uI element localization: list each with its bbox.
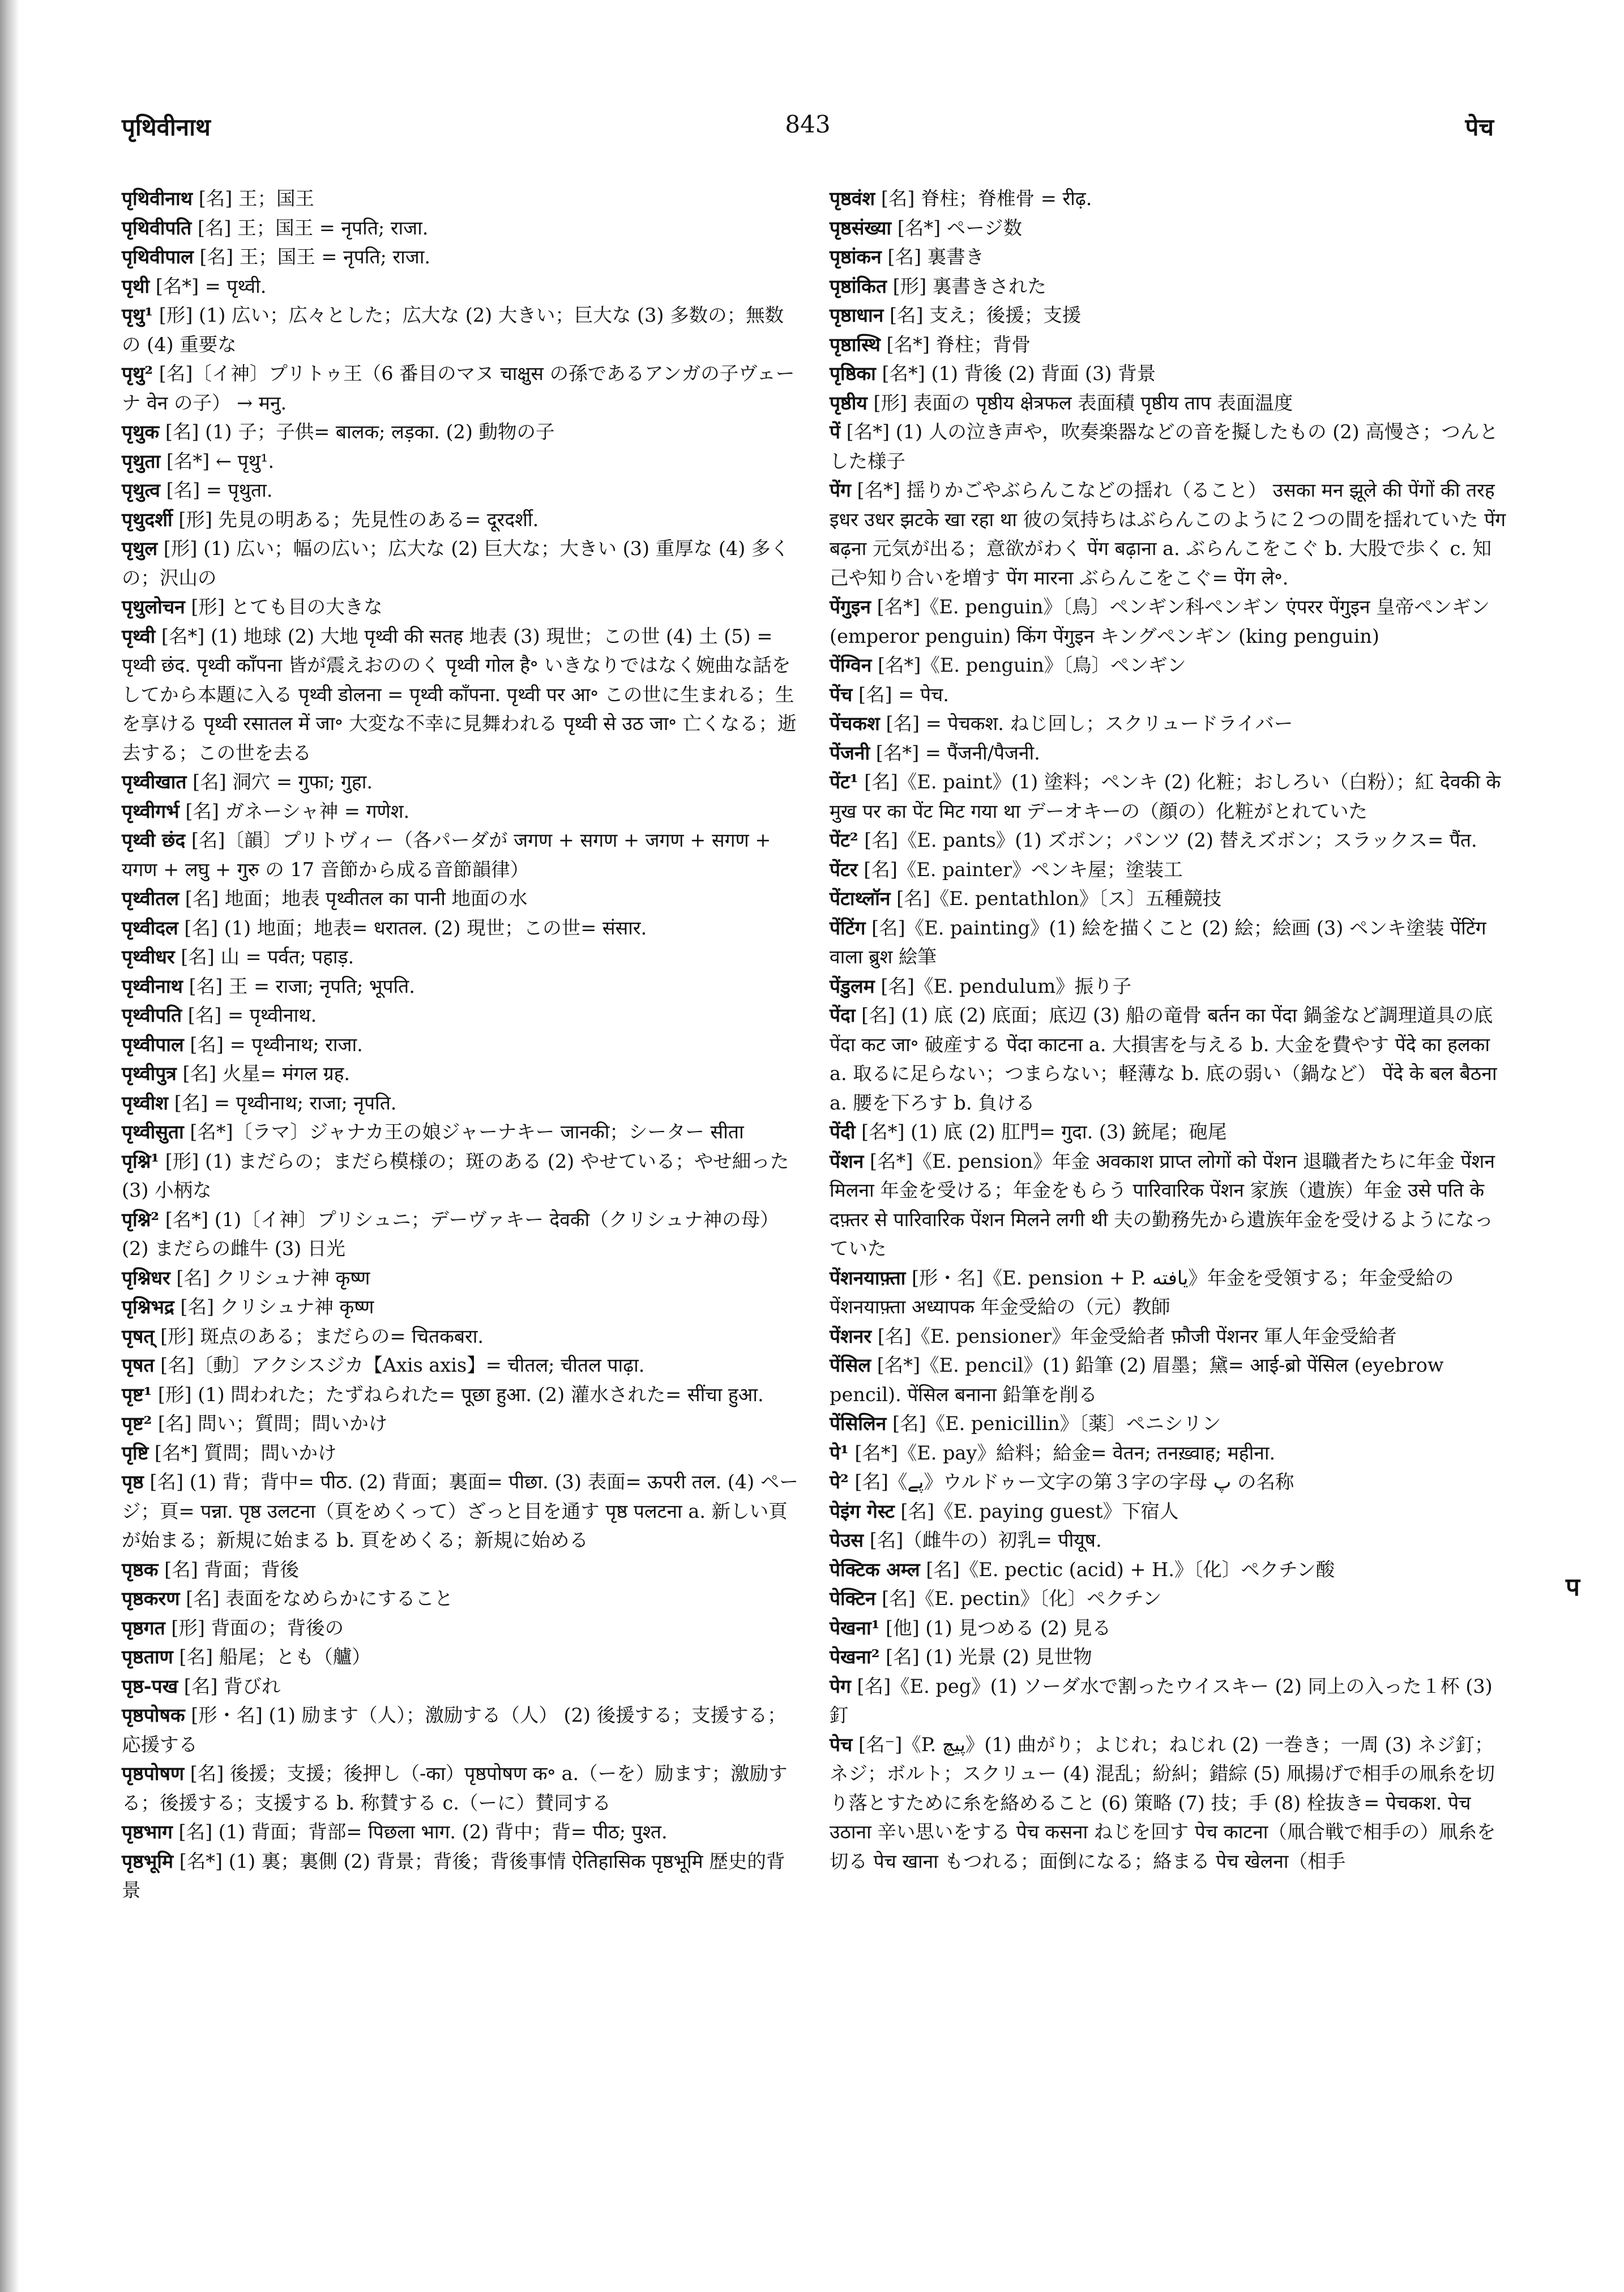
dictionary-entry [830, 359, 1506, 389]
entry-definition: [名*]〔ラマ〕ジャナカ王の娘ジャーナキー जानकी；シーター सीता [183, 1121, 744, 1143]
entry-definition: [形] (1) 広い；幅の広い；広大な (2) 巨大な；大きい (3) 重厚な (4) 多くの；沢山の [122, 537, 789, 589]
dictionary-entry [830, 1117, 1506, 1147]
entry-headword: पृष्ट¹ [122, 1383, 152, 1406]
entry-definition: [名*] = पैंजनी/पैजनी. [870, 741, 1040, 764]
entry-definition: [名]《E. painter》ペンキ屋；塗装工 [857, 858, 1183, 881]
entry-headword: पृष्ठभाग [122, 1821, 173, 1843]
dictionary-entry [122, 1147, 801, 1205]
dictionary-entry [122, 1672, 801, 1701]
entry-definition: [名] 背びれ [178, 1675, 281, 1697]
dictionary-entry [122, 1555, 801, 1585]
entry-definition: [名*] 脊柱；背骨 [880, 333, 1031, 356]
dictionary-entry [830, 767, 1506, 826]
entry-definition: [形] 先見の明ある；先見性のある= दूरदर्शी. [172, 508, 539, 531]
entry-definition: [名] 問い；質問；問いかけ [152, 1412, 388, 1435]
entry-headword: पृष्ठवंश [830, 187, 875, 210]
entry-headword: पृथ्वीपति [122, 1004, 182, 1026]
dictionary-entry [830, 914, 1506, 972]
dictionary-entry [830, 1730, 1506, 1876]
entry-definition: [名*]《E. penguin》〔鳥〕ペンギン科ペンギン एंपरर पेंगुइन 皇帝ペンギン (emperor penguin) किंग पेंगुइन キングペンギン (king penguin) [830, 596, 1490, 647]
thumb-index-letter: प [1566, 1573, 1580, 1602]
dictionary-entry [122, 1409, 801, 1439]
entry-headword: पेंसिलिन [830, 1412, 887, 1435]
entry-headword: पृष्ठभूमि [122, 1850, 174, 1872]
entry-headword: पेंसिल [830, 1354, 871, 1376]
entry-definition: [名] (1) 光景 (2) 見世物 [879, 1646, 1092, 1668]
entry-headword: पेंटर [830, 858, 858, 881]
dictionary-entry [122, 1322, 801, 1351]
dictionary-entry [830, 1555, 1506, 1585]
entry-headword: पृथिवीपति [122, 216, 192, 239]
page-header [122, 110, 1494, 150]
entry-headword: पृष्ठक [122, 1558, 159, 1581]
entry-headword: पृथुलोचन [122, 596, 185, 618]
entry-definition: [名*] (1)〔イ神〕プリシュニ；デーヴァキー देवकी（クリシュナ神の母） (2) まだらの雌牛 (3) 日光 [122, 1208, 779, 1260]
dictionary-entry [122, 914, 801, 943]
entry-headword: पृष्ट² [122, 1412, 152, 1435]
entry-headword: पेइंग गेस्ट [830, 1500, 895, 1522]
page-number: 843 [785, 110, 831, 138]
entry-definition: [名] (1) 背面；背部= पिछला भाग. (2) 背中；背= पीठ; पुश्त. [172, 1821, 668, 1843]
entry-headword: पेंजनी [830, 741, 870, 764]
dictionary-entry [830, 1322, 1506, 1351]
dictionary-entry [830, 242, 1506, 272]
entry-headword: पृष्ठपोषक [122, 1704, 185, 1726]
left-column [122, 184, 801, 1905]
dictionary-entry [122, 301, 801, 359]
entry-headword: पृश्नि² [122, 1208, 160, 1231]
entry-headword: पेंदा [830, 1004, 856, 1026]
entry-headword: पृथ्वीपाल [122, 1033, 184, 1056]
entry-headword: पेंशन [830, 1150, 864, 1172]
entry-definition: [名]《E. painting》(1) 絵を描くこと (2) 絵；絵画 (3) ペンキ塗装 पेंटिंग वाला ब्रुश 絵筆 [830, 916, 1486, 968]
entry-headword: पृश्नि¹ [122, 1150, 160, 1172]
entry-headword: पेंट² [830, 829, 858, 851]
entry-definition: [名*] 質問；問いかけ [148, 1441, 337, 1464]
entry-definition: [名*]《E. pencil》(1) 鉛筆 (2) 眉墨；黛= आई-ब्रो पेंसिल (eyebrow pencil). पेंसिल बनाना 鉛筆を削る [830, 1354, 1444, 1406]
entry-headword: पे² [830, 1471, 849, 1493]
entry-definition: [名] 山 = पर्वत; पहाड़. [174, 946, 354, 968]
entry-definition: [形] 裏書きされた [886, 275, 1046, 297]
entry-headword: पृथ्वीतल [122, 887, 180, 910]
entry-definition: [形] とても目の大きな [185, 596, 383, 618]
right-column [830, 184, 1506, 1876]
entry-headword: पेंटाथ्लॉन [830, 887, 891, 910]
entry-definition: [形] (1) 広い；広々とした；広大な (2) 大きい；巨大な (3) 多数の；無数の (4) 重要な [122, 304, 784, 356]
entry-headword: पेंशनर [830, 1325, 872, 1347]
entry-headword: पेंशनयाफ़्ता [830, 1266, 906, 1289]
right-guide-word: पेच [1465, 113, 1494, 141]
entry-headword: पृथ्वीसुता [122, 1121, 184, 1143]
dictionary-entry [122, 1759, 801, 1817]
entry-headword: पृषत [122, 1354, 155, 1376]
entry-definition: [名]《E. pensioner》年金受給者 फ़ौजी पेंशनर 軍人年金受給者 [871, 1325, 1397, 1347]
entry-headword: पृषत् [122, 1325, 155, 1347]
dictionary-entry [830, 476, 1506, 592]
dictionary-entry [122, 417, 801, 447]
dictionary-entry [830, 651, 1506, 680]
entry-definition: [名] (1) 背；背中= पीठ. (2) 背面；裏面= पीछा. (3) 表面= ऊपरी तल. (4) ページ；頁= पन्ना. पृष्ठ उलटना（頁をめくって）ざっと目を通す पृष्ठ पलटना a. 新しい頁が始まる；新規に始まる b. 頁をめくる；新規に始める [122, 1471, 798, 1551]
dictionary-entry [830, 826, 1506, 855]
entry-headword: पेंच [830, 683, 853, 706]
dictionary-entry [830, 417, 1506, 476]
entry-headword: पृष्ठ-पख [122, 1675, 178, 1697]
entry-headword: पृथिवीपाल [122, 246, 194, 268]
entry-definition: [名]《E. pectin》〔化〕ペクチン [875, 1587, 1162, 1610]
dictionary-entry [830, 272, 1506, 301]
dictionary-entry [122, 359, 801, 417]
entry-definition: [名*] = पृथ्वी. [149, 275, 267, 297]
scan-binding-edge [0, 0, 19, 2292]
entry-headword: पृथु² [122, 362, 153, 385]
entry-headword: पृथ्वीपुत्र [122, 1062, 177, 1085]
dictionary-entry [122, 1701, 801, 1759]
entry-definition: [名⁻]《P. پیچ》(1) 曲がり；よじれ；ねじれ (2) 一巻き；一周 (3) ネジ釘；ネジ；ボルト；スクリュー (4) 混乱；紛糾；錯綜 (5) 凧揚げで相手の凧糸を切り落とすために糸を絡めること (6) 策略 (7) 技；手 (8) 栓抜き= पेचकश. पेच उठाना 辛い思いをする पेच कसना ねじを回す पेच काटना（凧合戦で相手の）凧糸を切る पेच खाना もつれる；面倒になる；絡まる पेच खेलना（相手 [830, 1733, 1496, 1872]
entry-definition: [名]〔イ神〕プリトゥ王（6 番目のマヌ चाक्षुस の孫であるアンガの子ヴェーナ वेन の子） → मनु. [122, 362, 795, 414]
dictionary-entry [122, 1584, 801, 1614]
entry-headword: पृश्निभद्र [122, 1296, 174, 1318]
dictionary-entry [122, 1467, 801, 1555]
entry-headword: पृथ्वीधर [122, 946, 175, 968]
entry-headword: पेक्टिक अम्ल [830, 1558, 920, 1581]
dictionary-entry [830, 1467, 1506, 1497]
entry-headword: पृष्ठकरण [122, 1587, 180, 1610]
entry-headword: पृष्ठ [122, 1471, 144, 1493]
entry-definition: [名] = पृथ्वीनाथ. [182, 1004, 317, 1026]
entry-definition: [名] 洞穴 = गुफा; गुहा. [186, 771, 373, 793]
entry-headword: पृथिवीनाथ [122, 187, 193, 210]
dictionary-entry [830, 680, 1506, 710]
dictionary-entry [830, 330, 1506, 360]
entry-definition: [名] = पेचकश. ねじ回し；スクリュードライバー [879, 712, 1293, 735]
entry-definition: [名]（雌牛の）初乳= पीयूष. [864, 1529, 1102, 1551]
entry-headword: पेखना¹ [830, 1616, 880, 1639]
entry-headword: पृष्ठसंख्या [830, 216, 892, 239]
entry-definition: [名]《E. penicillin》〔薬〕ペニシリン [886, 1412, 1221, 1435]
dictionary-entry [830, 184, 1506, 214]
dictionary-entry [830, 1351, 1506, 1409]
entry-definition: [形] (1) 問われた；たずねられた= पूछा हुआ. (2) 灌水された= सींचा हुआ. [152, 1383, 764, 1406]
dictionary-entry [122, 272, 801, 301]
entry-definition: [名] 表面をなめらかにすること [180, 1587, 454, 1610]
entry-headword: पृथुल [122, 537, 158, 560]
entry-definition: [名] ガネーシャ神 = गणेश. [179, 800, 410, 822]
dictionary-entry [122, 1351, 801, 1380]
entry-definition: [形・名]《E. pension + P. یافته》年金を受領する；年金受給の पेंशनयाफ़्ता अध्यापक 年金受給の（元）教師 [830, 1266, 1454, 1318]
dictionary-entry [830, 1672, 1506, 1730]
entry-headword: पृथुता [122, 450, 161, 472]
dictionary-entry [830, 1614, 1506, 1643]
entry-headword: पेंगुइन [830, 596, 871, 618]
entry-definition: [名] = पृथ्वीनाथ; राजा. [183, 1033, 363, 1056]
entry-definition: [名] 船尾；とも（艫） [173, 1646, 371, 1668]
dictionary-entry [830, 214, 1506, 243]
entry-definition: [名]《پے》ウルドゥー文字の第３字の字母 پ の名称 [848, 1471, 1294, 1493]
entry-definition: [名] 裏書き [881, 246, 985, 268]
dictionary-entry [830, 1584, 1506, 1614]
entry-headword: पेंटिंग [830, 916, 866, 939]
entry-definition: [名] 火星= मंगल ग्रह. [176, 1062, 351, 1085]
entry-headword: पृथ्वीगर्भ [122, 800, 180, 822]
dictionary-entry [122, 1059, 801, 1089]
dictionary-entry [122, 1614, 801, 1643]
entry-headword: पेग [830, 1675, 851, 1697]
left-guide-word: पृथिवीनाथ [122, 113, 211, 141]
entry-definition: [名]《E. pendulum》振り子 [874, 975, 1132, 997]
entry-definition: [形・名] (1) 励ます（人）；激励する（人） (2) 後援する；支援する；応援する [122, 1704, 787, 1756]
entry-headword: पृष्ठाधान [830, 304, 884, 326]
dictionary-entry [122, 1292, 801, 1322]
dictionary-entry [122, 184, 801, 214]
entry-headword: पृष्ठिका [830, 362, 876, 385]
dictionary-entry [122, 242, 801, 272]
entry-headword: पेक्टिन [830, 1587, 876, 1610]
entry-headword: पेंग्विन [830, 654, 872, 676]
dictionary-entry [830, 972, 1506, 1001]
dictionary-entry [122, 622, 801, 768]
entry-headword: पेखना² [830, 1646, 880, 1668]
entry-definition: [名*] 揺りかごやぶらんこなどの揺れ（ること） उसका मन झूले की पेंगों की तरह इधर उधर झटके खा रहा था 彼の気持ちはぶらんこのように２つの間を揺れていた पेंग बढ़ना 元気が出る；意欲がわく पेंग बढ़ाना a. ぶらんこをこぐ b. 大股で歩く c. 知己や知り合いを増す पेंग मारना ぶらんこをこぐ= पेंग ले॰. [830, 479, 1506, 589]
entry-definition: [名] クリシュナ神 कृष्ण [170, 1266, 370, 1289]
entry-headword: पृष्टि [122, 1441, 149, 1464]
entry-definition: [名]《E. pectic (acid) + H.》〔化〕ペクチン酸 [920, 1558, 1335, 1581]
dictionary-entry [122, 972, 801, 1001]
entry-definition: [名*] (1) 底 (2) 肛門= गुदा. (3) 銃尾；砲尾 [855, 1121, 1227, 1143]
entry-headword: पृथ्वी छंद [122, 829, 186, 851]
entry-definition: [名] 背面；背後 [158, 1558, 299, 1581]
dictionary-entry [830, 1526, 1506, 1555]
dictionary-entry [830, 1001, 1506, 1117]
dictionary-entry [122, 505, 801, 535]
entry-definition: [名*] ← पृथु¹. [160, 450, 275, 472]
dictionary-entry [830, 1147, 1506, 1264]
entry-definition: [名]《E. paint》(1) 塗料；ペンキ (2) 化粧；おしろい（白粉）；紅 देवकी के मुख पर का पेंट मिट गया था デーオキーの（顔の）化粧がとれていた [830, 771, 1501, 822]
dictionary-entry [830, 855, 1506, 885]
entry-headword: पृष्ठास्थि [830, 333, 881, 356]
entry-definition: [名] (1) 底 (2) 底面；底辺 (3) 船の竜骨 बर्तन का पेंदा 鍋釜など調理道具の底 पेंदा कट जा॰ 破産する पेंदा काटना a. 大損害を与える b. 大金を費やす पेंदे का हलका a. 取るに足らない；つまらない；軽薄な b. 底の弱い（鍋など） पेंदे के बल बैठना a. 腰を下ろす b. 負ける [830, 1004, 1497, 1114]
dictionary-entry [830, 884, 1506, 914]
entry-definition: [名]《E. pentathlon》〔ス〕五種競技 [890, 887, 1222, 910]
dictionary-entry [122, 447, 801, 476]
entry-headword: पृष्ठांकन [830, 246, 882, 268]
entry-headword: पृथी [122, 275, 150, 297]
entry-headword: पृथ्वीनाथ [122, 975, 183, 997]
dictionary-entry [122, 1001, 801, 1030]
dictionary-entry [122, 884, 801, 914]
dictionary-entry [122, 1847, 801, 1905]
entry-definition: [形] (1) まだらの；まだら模様の；斑のある (2) やせている；やせ細った (3) 小柄な [122, 1150, 789, 1201]
dictionary-entry [122, 476, 801, 505]
dictionary-entry [830, 389, 1506, 418]
entry-headword: पृथ्वीश [122, 1091, 169, 1114]
entry-definition: [名]〔韻〕プリトヴィー（各パーダが जगण + सगण + जगण + सगण + यगण + लघु + गुरु の 17 音節から成る音節韻律） [122, 829, 771, 881]
dictionary-entry [830, 1264, 1506, 1322]
entry-definition: [名] 脊柱；脊椎骨 = रीढ़. [875, 187, 1092, 210]
dictionary-entry [122, 534, 801, 592]
entry-definition: [名*]《E. pay》給料；給金= वेतन; तनख़्वाह; महीना. [848, 1441, 1276, 1464]
entry-definition: [形] 斑点のある；まだらの= चितकबरा. [154, 1325, 484, 1347]
dictionary-entry [122, 797, 801, 826]
entry-headword: पृश्निधर [122, 1266, 170, 1289]
entry-headword: पृथुत्व [122, 479, 160, 501]
dictionary-entry [830, 1497, 1506, 1526]
entry-headword: पृथु¹ [122, 304, 153, 326]
entry-headword: पृष्ठताण [122, 1646, 173, 1668]
entry-definition: [名*] (1) 地球 (2) 大地 पृथ्वी की सतह 地表 (3) 現世；この世 (4) 土 (5) = पृथ्वी छंद. पृथ्वी काँपना 皆が震えおののく पृथ्वी गोल है॰ いきなりではなく婉曲な話をしてから本題に入る पृथ्वी डोलना = पृथ्वी काँपना. पृथ्वी पर आ॰ この世に生まれる；生を享ける पृथ्वी रसातल में जा॰ 大変な不幸に見舞われる पृथ्वी से उठ जा॰ 亡くなる；逝去する；この世を去る [122, 625, 797, 764]
entry-definition: [名]《E. paying guest》下宿人 [894, 1500, 1179, 1522]
entry-definition: [名*] (1) 人の泣き声や，吹奏楽器などの音を擬したもの (2) 高慢さ；つんとした様子 [830, 421, 1498, 472]
entry-definition: [名*] ページ数 [891, 216, 1023, 239]
dictionary-entry [830, 1439, 1506, 1468]
entry-headword: पेंदी [830, 1121, 856, 1143]
dictionary-entry [122, 1817, 801, 1847]
dictionary-entry [122, 942, 801, 972]
entry-definition: [形] 表面の पृष्ठीय क्षेत्रफल 表面積 पृष्ठीय ताप 表面温度 [867, 391, 1293, 414]
dictionary-entry [830, 592, 1506, 651]
entry-headword: पृष्ठीय [830, 391, 867, 414]
entry-headword: पेंचकश [830, 712, 880, 735]
entry-headword: पेंग [830, 479, 851, 501]
entry-headword: पृथुक [122, 421, 160, 443]
entry-headword: पेंडुलम [830, 975, 875, 997]
entry-definition: [名]《E. peg》(1) ソーダ水で割ったウイスキー (2) 同上の入った１杯 (3) 釘 [830, 1675, 1493, 1726]
entry-definition: [名] 王；国王 [193, 187, 315, 210]
dictionary-entry [122, 1205, 801, 1264]
entry-headword: पृष्ठपोषण [122, 1762, 185, 1785]
dictionary-entry [122, 1089, 801, 1118]
entry-definition: [名] 王；国王 = नृपति; राजा. [193, 246, 431, 268]
entry-definition: [名] クリシュナ神 कृष्ण [174, 1296, 374, 1318]
entry-definition: [名] 後援；支援；後押し（-का）पृष्ठपोषण क॰ a.（ーを）励ます；激励する；後援する；支援する b. 称賛する c.（ーに）賛同する [122, 1762, 788, 1814]
entry-definition: [名]《E. pants》(1) ズボン；パンツ (2) 替えズボン；スラックス= पैंत. [858, 829, 1477, 851]
entry-headword: पेच [830, 1733, 853, 1756]
dictionary-entry [122, 1264, 801, 1293]
entry-definition: [名] = पेच. [852, 683, 949, 706]
entry-definition: [名] 支え；後援；支援 [883, 304, 1082, 326]
entry-definition: [名] (1) 子；子供= बालक; लड़का. (2) 動物の子 [159, 421, 555, 443]
entry-definition: [名*] (1) 裏；裏側 (2) 背景；背後；背後事情 ऐतिहासिक पृष्ठभूमि 歴史的背景 [122, 1850, 785, 1901]
entry-headword: पेउस [830, 1529, 864, 1551]
entry-headword: पृथ्वीदल [122, 916, 178, 939]
dictionary-entry [122, 826, 801, 884]
entry-headword: पेंट¹ [830, 771, 858, 793]
entry-definition: [名*]《E. penguin》〔鳥〕ペンギン [871, 654, 1186, 676]
dictionary-entry [122, 1117, 801, 1147]
entry-definition: [名] 王 = राजा; नृपति; भूपति. [182, 975, 415, 997]
dictionary-entry [830, 1409, 1506, 1439]
entry-headword: पृथ्वी [122, 625, 156, 647]
entry-headword: पे¹ [830, 1441, 849, 1464]
entry-definition: [名] = पृथ्वीनाथ; राजा; नृपति. [168, 1091, 397, 1114]
entry-definition: [名] 地面；地表 पृथ्वीतल का पानी 地面の水 [179, 887, 528, 910]
entry-definition: [名] (1) 地面；地表= धरातल. (2) 現世；この世= संसार. [178, 916, 647, 939]
entry-definition: [名] 王；国王 = नृपति; राजा. [191, 216, 429, 239]
dictionary-entry [830, 709, 1506, 739]
entry-definition: [形] 背面の；背後の [165, 1616, 344, 1639]
dictionary-entry [122, 1380, 801, 1410]
dictionary-entry [122, 1439, 801, 1468]
dictionary-entry [122, 214, 801, 243]
dictionary-entry [830, 1642, 1506, 1672]
entry-definition: [名]〔動〕アクシスジカ【Axis axis】= चीतल; चीतल पाढ़ा. [154, 1354, 645, 1376]
entry-headword: पृथुदर्शी [122, 508, 173, 531]
dictionary-entry [830, 301, 1506, 330]
dictionary-entry [122, 1642, 801, 1672]
entry-definition: [名] = पृथुता. [160, 479, 273, 501]
dictionary-entry [830, 739, 1506, 768]
dictionary-entry [122, 767, 801, 797]
entry-definition: [名*]《E. pension》年金 अवकाश प्राप्त लोगों को पेंशन 退職者たちに年金 पेंशन मिलना 年金を受ける；年金をもらう पारिवारिक पेंशन 家族（遺族）年金 उसे पति के दफ़्तर से पारिवारिक पेंशन मिलने लगी थी 夫の勤務先から遺族年金を受けるようになっていた [830, 1150, 1495, 1260]
entry-headword: पें [830, 421, 841, 443]
entry-definition: [名*] (1) 背後 (2) 背面 (3) 背景 [875, 362, 1156, 385]
entry-headword: पृथ्वीखात [122, 771, 187, 793]
dictionary-entry [122, 592, 801, 622]
dictionary-entry [122, 1030, 801, 1060]
entry-headword: पृष्ठांकित [830, 275, 887, 297]
entry-definition: [他] (1) 見つめる (2) 見る [879, 1616, 1112, 1639]
entry-headword: पृष्ठगत [122, 1616, 165, 1639]
